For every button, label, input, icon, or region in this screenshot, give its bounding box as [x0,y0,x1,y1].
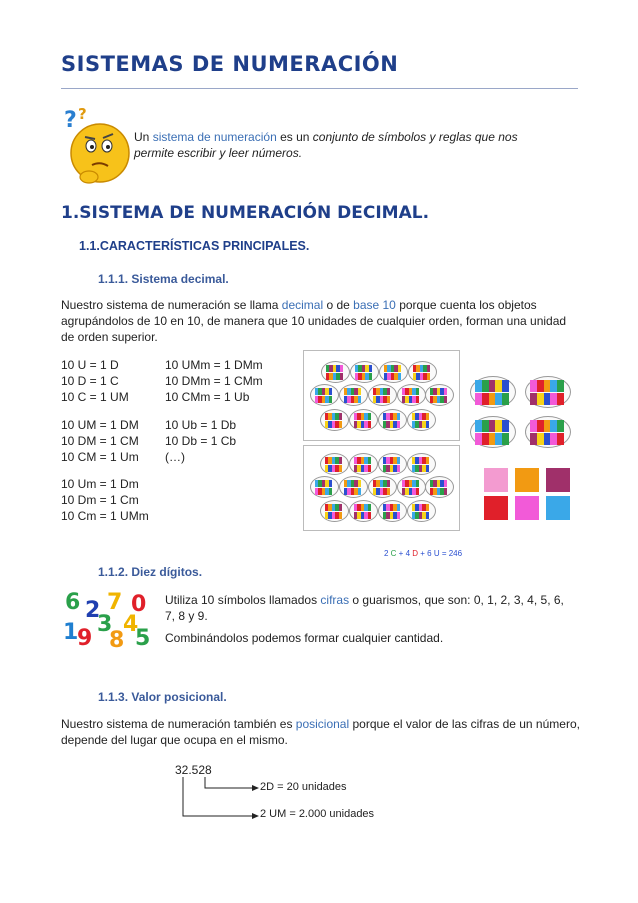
block-square [550,380,557,392]
equivalence-col2-a: 10 UMm = 1 DMm 10 DMm = 1 CMm 10 CMm = 1 Ub [165,358,263,404]
block-square [489,393,496,405]
block-square [482,380,489,392]
block-square [475,393,482,405]
unit-square [515,468,539,492]
digit-glyph: 3 [97,612,113,637]
equivalence-col1-c: 10 Um = 1 Dm 10 Dm = 1 Cm 10 Cm = 1 UMm [61,477,149,523]
block-square [502,433,509,445]
title-divider [61,88,578,89]
block-square [557,433,564,445]
svg-text:?: ? [78,105,87,123]
digit-glyph: 6 [65,590,81,615]
heading-digits: 1.1.2. Diez dígitos. [98,565,203,579]
ten-group-oval [525,376,571,408]
block-square [475,380,482,392]
digit-glyph: 7 [107,590,123,615]
block-square [475,433,482,445]
equivalence-col1-b: 10 UM = 1 DM 10 DM = 1 CM 10 CM = 1 Um [61,418,139,464]
block-square [537,433,544,445]
ten-group-oval [470,376,516,408]
decimal-paragraph: Nuestro sistema de numeración se llama decimal o de base 10 porque cuenta los objetos agrupándolos de 10 en 10, de manera que 10 unidades de cualquier orden, forman una unidad de orden superior. [61,298,567,344]
ten-group-oval [525,416,571,448]
block-square [489,380,496,392]
intro-paragraph: Un sistema de numeración es un conjunto de símbolos y reglas que nos permite escribir y leer números. [134,130,518,160]
block-square [557,420,564,432]
block-square [502,420,509,432]
digits-paragraph: Utiliza 10 símbolos llamados cifras o guarismos, que son: 0, 1, 2, 3, 4, 5, 6, 7, 8 y 9. [165,593,564,623]
subsection-heading: 1.1.CARACTERÍSTICAS PRINCIPALES. [79,239,310,253]
block-square [537,380,544,392]
svg-text:?: ? [64,108,77,133]
digit-glyph: 1 [63,620,79,645]
equivalence-col2-b: 10 Ub = 1 Db 10 Db = 1 Cb (…) [165,418,237,464]
block-square [530,393,537,405]
hundred-group-box-1 [303,350,460,441]
digit-glyph: 9 [77,626,93,651]
block-square [482,420,489,432]
unit-square [546,468,570,492]
block-square [537,420,544,432]
unit-square [515,496,539,520]
unit-square [484,468,508,492]
block-square [544,420,551,432]
block-square [489,420,496,432]
block-square [544,380,551,392]
block-square [475,420,482,432]
block-square [495,420,502,432]
block-square [530,433,537,445]
digit-glyph: 4 [123,612,139,637]
block-square [544,433,551,445]
hundred-group-box-2 [303,445,460,531]
block-square [495,393,502,405]
unit-square [484,496,508,520]
block-square [530,380,537,392]
block-square [544,393,551,405]
block-square [495,380,502,392]
digits-image [61,590,157,656]
positional-paragraph: Nuestro sistema de numeración también es posicional porque el valor de las cifras de un número, depende del lugar que ocupa en el mismo. [61,717,580,747]
block-square [530,420,537,432]
link-posicional[interactable]: posicional [295,717,350,731]
heading-positional: 1.1.3. Valor posicional. [98,690,227,704]
value-thousands: 2 UM = 2.000 unidades [260,808,375,820]
block-square [495,433,502,445]
digit-glyph: 0 [131,592,147,617]
block-square [557,380,564,392]
block-square [557,393,564,405]
digit-glyph: 5 [135,626,151,651]
block-square [489,433,496,445]
block-square [550,433,557,445]
digits-combine: Combinándolos podemos formar cualquier cantidad. [165,631,444,645]
block-square [502,380,509,392]
block-square [550,393,557,405]
example-number: 32.528 [175,763,212,777]
digit-glyph: 8 [109,628,125,653]
section-heading: 1.SISTEMA DE NUMERACIÓN DECIMAL. [61,203,430,223]
block-square [482,433,489,445]
position-arrows [170,775,265,825]
block-square [537,393,544,405]
link-cifras[interactable]: cifras [320,593,350,607]
unit-square [546,496,570,520]
intro-link[interactable]: sistema de numeración [152,130,277,144]
grouping-caption: 2 C + 4 D + 6 U = 246 [384,549,463,558]
digit-glyph: 2 [85,598,101,623]
equivalence-col1-a: 10 U = 1 D 10 D = 1 C 10 C = 1 UM [61,358,129,404]
thinking-face-icon [62,103,132,193]
ten-group-oval [470,416,516,448]
heading-decimal: 1.1.1. Sistema decimal. [98,272,229,286]
value-tens: 2D = 20 unidades [260,781,347,793]
link-decimal[interactable]: decimal [281,298,324,312]
block-square [502,393,509,405]
page-title: SISTEMAS DE NUMERACIÓN [61,52,399,76]
link-base10[interactable]: base 10 [353,298,396,312]
block-square [550,420,557,432]
block-square [482,393,489,405]
